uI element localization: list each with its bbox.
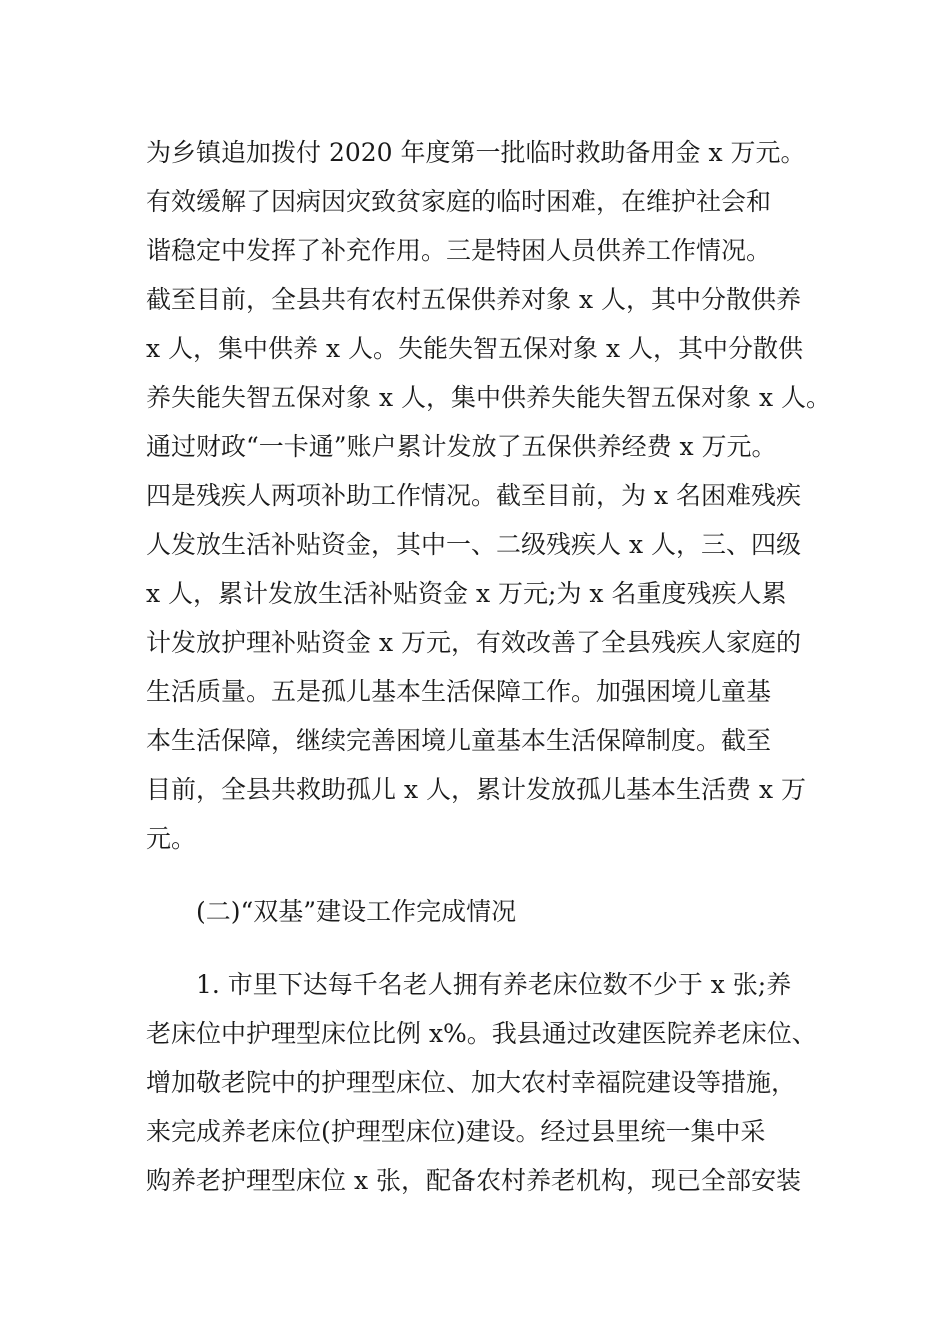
- text-line: 为乡镇追加拨付 2020 年度第一批临时救助备用金 x 万元。: [146, 138, 806, 167]
- text-line: 养失能失智五保对象 x 人，集中供养失能失智五保对象 x 人。: [146, 383, 831, 412]
- paragraph-spacer: [146, 863, 836, 887]
- text-line: 谐稳定中发挥了补充作用。三是特困人员供养工作情况。: [146, 236, 772, 265]
- text-line: x 人，集中供养 x 人。失能失智五保对象 x 人，其中分散供: [146, 334, 804, 363]
- text-line: 来完成养老床位(护理型床位)建设。经过县里统一集中采: [146, 1117, 766, 1146]
- text-line: 截至目前，全县共有农村五保供养对象 x 人，其中分散供养: [146, 285, 801, 314]
- text-line: 有效缓解了因病因灾致贫家庭的临时困难，在维护社会和: [146, 187, 772, 216]
- text-line: x 人，累计发放生活补贴资金 x 万元;为 x 名重度残疾人累: [146, 579, 787, 608]
- text-line: 1. 市里下达每千名老人拥有养老床位数不少于 x 张;养: [196, 970, 792, 999]
- text-line: 元。: [146, 824, 197, 853]
- paragraph-elderly-beds: [146, 960, 836, 1205]
- text-line: 生活质量。五是孤儿基本生活保障工作。加强困境儿童基: [146, 677, 772, 706]
- text-line: 增加敬老院中的护理型床位、加大农村幸福院建设等措施，: [146, 1068, 797, 1097]
- text-line: 老床位中护理型床位比例 x%。我县通过改建医院养老床位、: [146, 1019, 817, 1048]
- text-line: 计发放护理补贴资金 x 万元，有效改善了全县残疾人家庭的: [146, 628, 801, 657]
- section-heading: (二)“双基”建设工作完成情况: [196, 897, 517, 926]
- text-line: 通过财政“一卡通”账户累计发放了五保供养经费 x 万元。: [146, 432, 777, 461]
- text-line: 目前，全县共救助孤儿 x 人，累计发放孤儿基本生活费 x 万: [146, 775, 806, 804]
- text-line: 本生活保障，继续完善困境儿童基本生活保障制度。截至: [146, 726, 772, 755]
- text-line: 购养老护理型床位 x 张，配备农村养老机构，现已全部安装: [146, 1166, 801, 1195]
- text-line: 人发放生活补贴资金，其中一、二级残疾人 x 人，三、四级: [146, 530, 801, 559]
- paragraph-spacer: [146, 936, 836, 960]
- text-line: 四是残疾人两项补助工作情况。截至目前，为 x 名困难残疾: [146, 481, 801, 510]
- paragraph-relief-work: [146, 128, 836, 863]
- document-body: [146, 128, 836, 1205]
